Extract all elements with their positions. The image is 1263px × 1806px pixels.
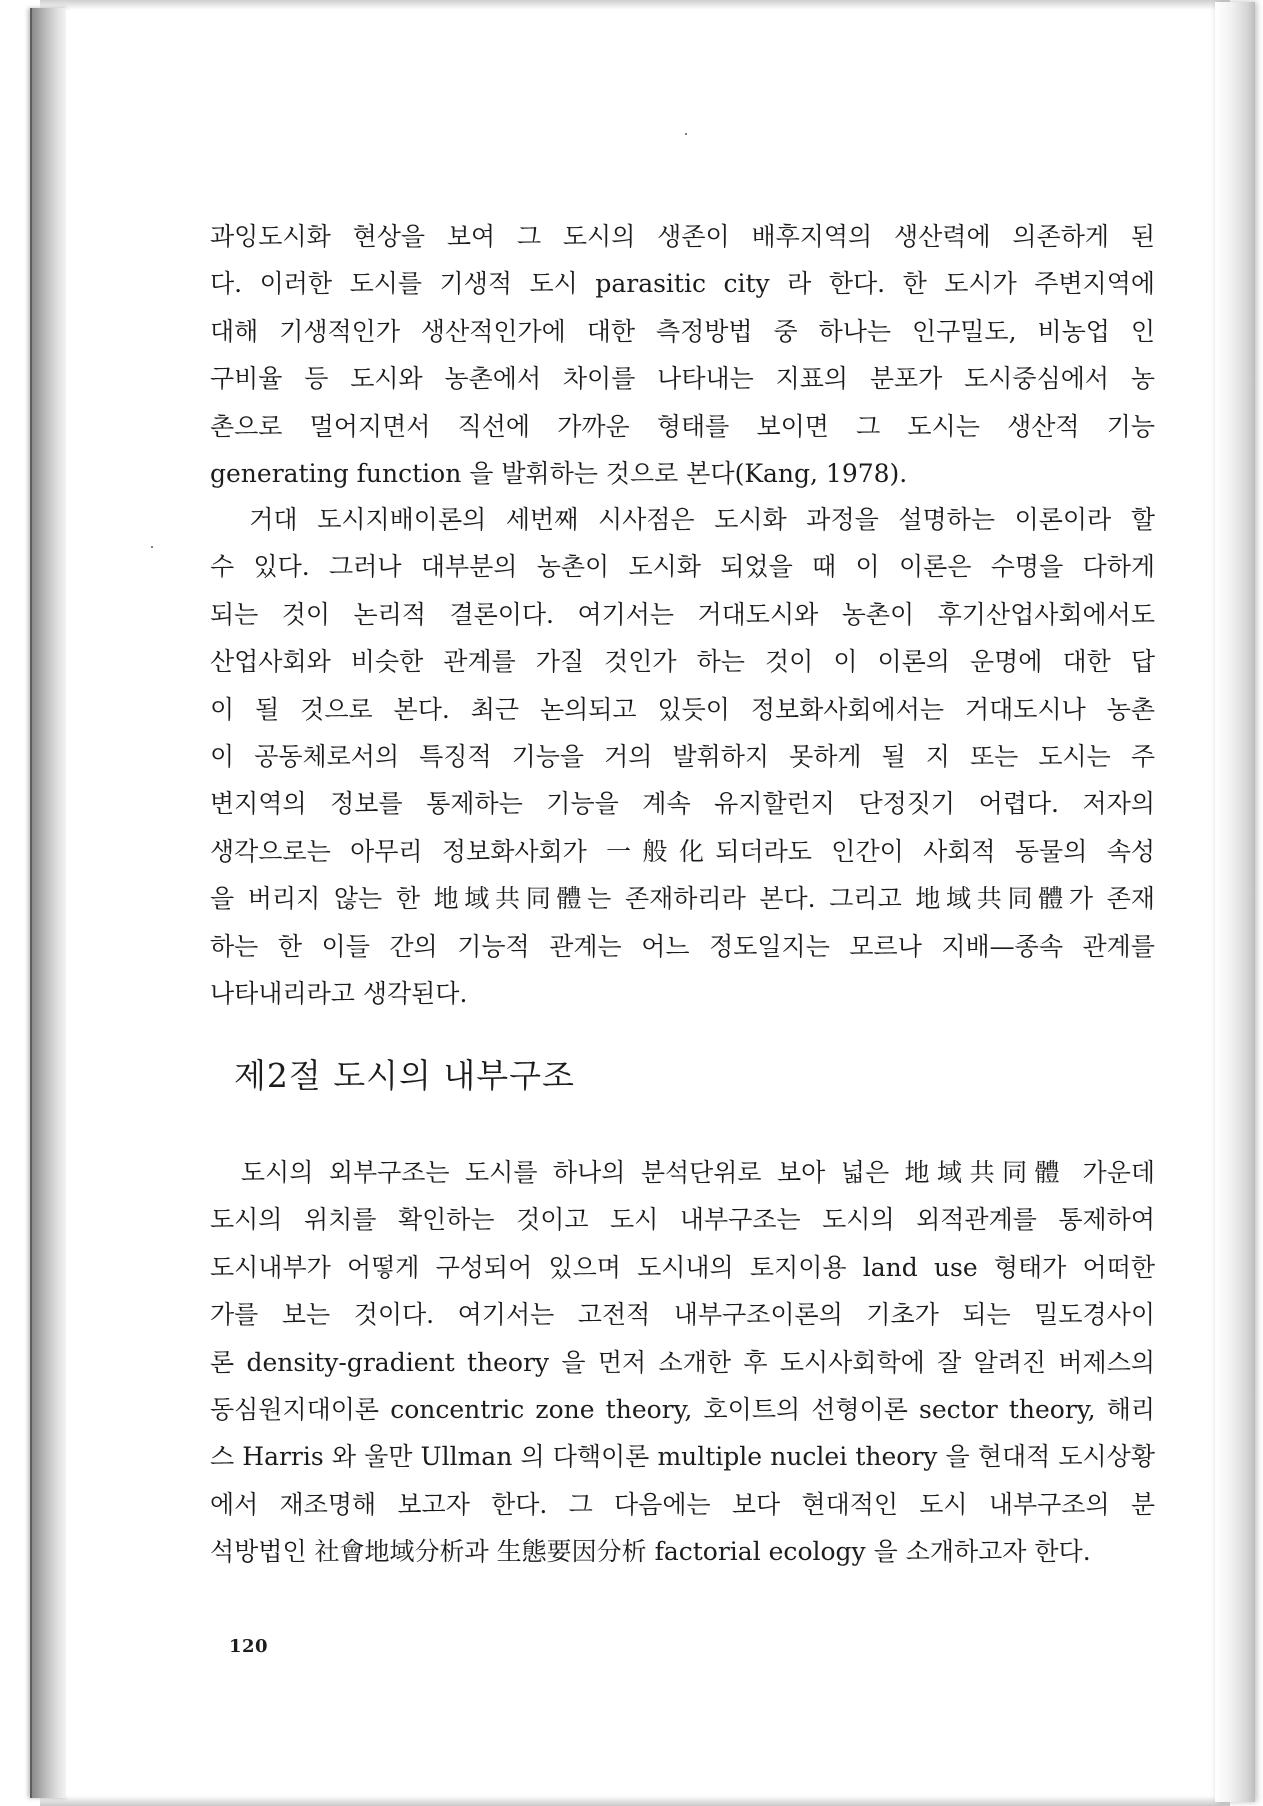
text-line: 거대 도시지배이론의 세번째 시사점은 도시화 과정을 설명하는 이론이라 할 xyxy=(210,505,1155,534)
paragraph-2 xyxy=(210,496,1155,1017)
book-spine-edge xyxy=(30,8,68,1798)
section-heading: 제2절 도시의 내부구조 xyxy=(234,1056,575,1095)
text-line: 이 공동체로서의 특징적 기능을 거의 발휘하지 못하게 될 지 또는 도시는 주 xyxy=(210,741,1155,771)
text-line: 다. 이러한 도시를 기생적 도시 parasitic city 라 한다. 한 도시가 주변지역에 xyxy=(210,269,1155,299)
text-line: 되는 것이 논리적 결론이다. 여기서는 거대도시와 농촌이 후기산업사회에서도 xyxy=(210,599,1155,629)
page-number: 120 xyxy=(229,1636,269,1657)
text-line: 석방법인 社會地域分析과 生態要因分析 factorial ecology 을 소개하고자 한다. xyxy=(210,1537,1091,1567)
scan-speck xyxy=(151,546,153,548)
book-bottom-edge xyxy=(40,1796,1230,1806)
text-line: 하는 한 이들 간의 기능적 관계는 어느 정도일지는 모르나 지배—종속 관계를 xyxy=(210,931,1155,961)
text-line: 대해 기생적인가 생산적인가에 대한 측정방법 중 하나는 인구밀도, 비농업 인 xyxy=(210,316,1155,346)
text-line: 변지역의 정보를 통제하는 기능을 계속 유지할런지 단정짓기 어렵다. 저자의 xyxy=(210,789,1155,819)
book-top-edge xyxy=(40,0,1230,10)
text-line: 수 있다. 그러나 대부분의 농촌이 도시화 되었을 때 이 이론은 수명을 다하게 xyxy=(210,552,1155,582)
text-line: generating function 을 발휘하는 것으로 본다(Kang, 1978). xyxy=(210,458,908,488)
text-line: 을 버리지 않는 한 地域共同體는 존재하리라 본다. 그리고 地域共同體가 존재 xyxy=(210,884,1155,914)
text-line: 론 density-gradient theory 을 먼저 소개한 후 도시사회학에 잘 알려진 버제스의 xyxy=(210,1347,1155,1377)
text-line: 동심원지대이론 concentric zone theory, 호이트의 선형이론 sector theory, 해리 xyxy=(210,1394,1155,1424)
text-line: 촌으로 멀어지면서 직선에 가까운 형태를 보이면 그 도시는 생산적 기능 xyxy=(210,411,1155,441)
book-page xyxy=(66,10,1209,1796)
paragraph-3 xyxy=(210,1149,1155,1576)
text-line: 도시의 위치를 확인하는 것이고 도시 내부구조는 도시의 외적관계를 통제하여 xyxy=(210,1205,1155,1235)
book-page-edge xyxy=(1215,2,1255,1802)
scan-speck xyxy=(685,133,687,135)
text-line: 나타내리라고 생각된다. xyxy=(210,978,468,1008)
text-line: 가를 보는 것이다. 여기서는 고전적 내부구조이론의 기초가 되는 밀도경사이 xyxy=(210,1300,1155,1330)
text-line: 도시내부가 어떻게 구성되어 있으며 도시내의 토지이용 land use 형태가 어떠한 xyxy=(210,1252,1155,1282)
text-line: 이 될 것으로 본다. 최근 논의되고 있듯이 정보화사회에서는 거대도시나 농촌 xyxy=(210,694,1155,724)
text-line: 도시의 외부구조는 도시를 하나의 분석단위로 보아 넓은 地域共同體 가운데 xyxy=(210,1158,1155,1187)
text-line: 스 Harris 와 울만 Ullman 의 다핵이론 multiple nuclei theory 을 현대적 도시상황 xyxy=(210,1442,1155,1472)
text-line: 과잉도시화 현상을 보여 그 도시의 생존이 배후지역의 생산력에 의존하게 된 xyxy=(210,222,1155,251)
text-line: 산업사회와 비슷한 관계를 가질 것인가 하는 것이 이 이론의 운명에 대한 답 xyxy=(210,647,1155,677)
text-line: 생각으로는 아무리 정보화사회가 一般化되더라도 인간이 사회적 동물의 속성 xyxy=(210,836,1155,866)
text-line: 에서 재조명해 보고자 한다. 그 다음에는 보다 현대적인 도시 내부구조의 분 xyxy=(210,1489,1155,1519)
paragraph-1 xyxy=(210,213,1155,497)
text-line: 구비율 등 도시와 농촌에서 차이를 나타내는 지표의 분포가 도시중심에서 농 xyxy=(210,364,1155,394)
